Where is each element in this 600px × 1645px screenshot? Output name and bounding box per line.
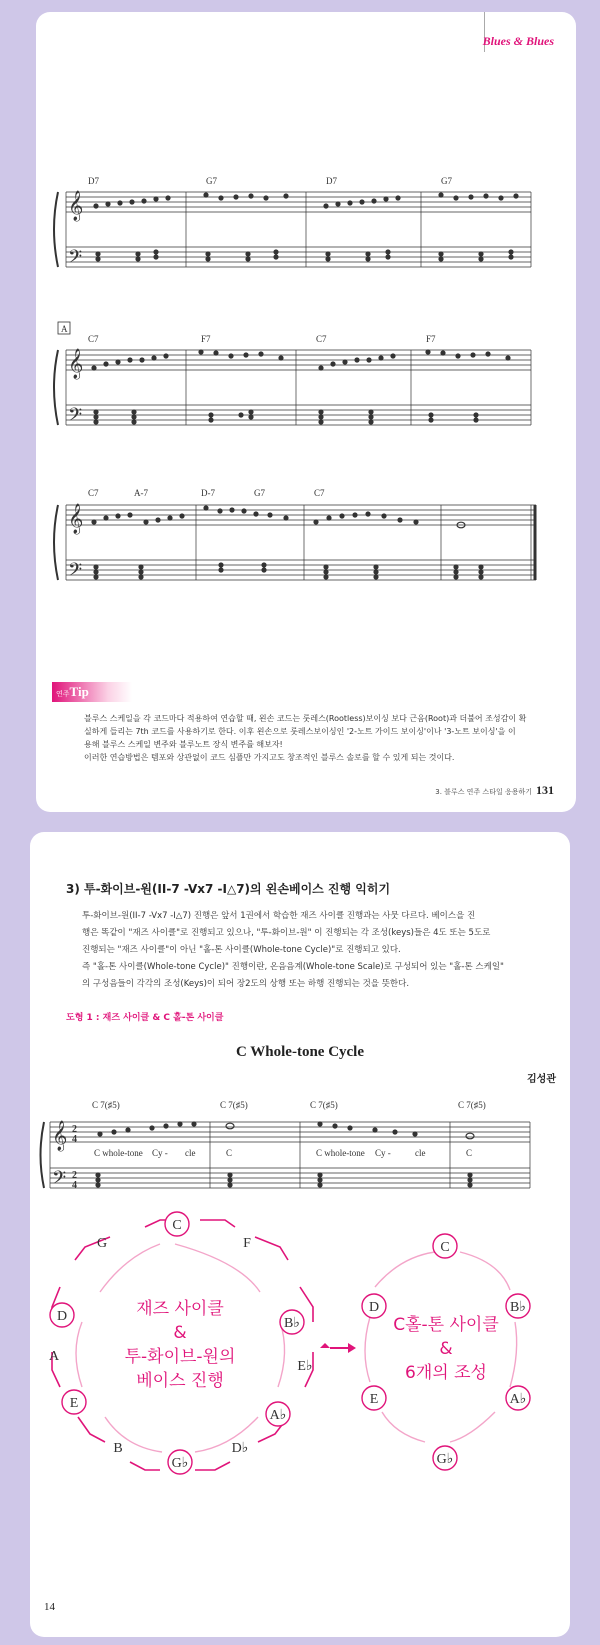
svg-text:2: 2 [72, 1124, 77, 1135]
cycle-note-f: F [243, 1236, 251, 1251]
body-line: 행은 똑같이 "재즈 사이클"로 진행되고 있으나, "투-화이브-원" 이 진행되는 각 조성(keys)들은 4도 또는 5도로 [82, 928, 491, 938]
page-131 [36, 12, 576, 812]
chord-symbol: C 7(♯5) [220, 1100, 248, 1110]
tip-line: 블루스 스케일을 각 코드마다 적용하여 연습할 때, 왼손 코드는 룻레스(Rootless)보이싱 보다 근음(Root)과 더불어 조성감이 확 [84, 714, 527, 723]
svg-text:𝄢: 𝄢 [68, 559, 83, 584]
left-cycle-caption: 투-화이브-원의 [124, 1347, 236, 1367]
chord-symbol: C7 [88, 488, 99, 498]
cycle-note-eb: E♭ [297, 1359, 313, 1374]
chord-symbol: C7 [88, 334, 99, 344]
lyric: C whole-tone [94, 1148, 143, 1158]
cycle-note-ab: A♭ [269, 1408, 287, 1423]
section-body [82, 908, 537, 993]
page-number: 14 [44, 1601, 55, 1613]
cycle-note-d: D [56, 1309, 68, 1324]
cycle-note-b: B [113, 1441, 123, 1456]
left-cycle-caption: 베이스 진행 [136, 1371, 224, 1391]
chord-symbol: D-7 [201, 488, 215, 498]
chord-symbol: G7 [441, 176, 452, 186]
chord-symbol: C7 [316, 334, 327, 344]
body-line: 투-화이브-원(II-7 -Vx7 -I△7) 진행은 앞서 1권에서 학습한 재즈 사이클 진행과는 사뭇 다르다. 베이스을 진 [82, 911, 476, 921]
wt-note-ab: A♭ [509, 1392, 527, 1407]
wt-note-e: E [369, 1392, 379, 1407]
page-14 [30, 832, 570, 1637]
cycle-note-bb: B♭ [284, 1316, 300, 1331]
chord-symbol: C 7(♯5) [458, 1100, 486, 1110]
svg-text:4: 4 [72, 1180, 77, 1191]
lyric: C [466, 1148, 473, 1158]
chord-symbol: F7 [426, 334, 436, 344]
cycle-note-gb: G♭ [171, 1456, 189, 1471]
tip-line: 용해 블루스 스케일 변주와 블루노트 장식 변주를 해보자! [84, 740, 283, 749]
body-line: 의 구성음들이 각각의 조성(Keys)이 되어 장2도의 상행 또는 하행 진행되는 것을 뜻한다. [82, 979, 410, 989]
cycle-diagram [30, 1202, 570, 1542]
tip-title-text: Tip [69, 684, 89, 699]
chord-symbol: C 7(♯5) [310, 1100, 338, 1110]
cycle-note-c: C [172, 1218, 182, 1233]
running-header: Blues & Blues [482, 34, 554, 48]
right-cycle-caption: & [439, 1339, 453, 1359]
left-cycle-caption: & [173, 1323, 187, 1343]
tip-title [56, 684, 89, 700]
svg-text:𝄞: 𝄞 [68, 191, 84, 220]
chord-symbol: G7 [206, 176, 217, 186]
lyric: C [226, 1148, 233, 1158]
svg-text:𝄢: 𝄢 [52, 1167, 67, 1192]
rehearsal-mark: A [61, 324, 68, 334]
page-number: 131 [536, 783, 554, 797]
wt-note-bb: B♭ [510, 1300, 526, 1315]
lyric: cle [415, 1148, 426, 1158]
wt-note-gb: G♭ [436, 1452, 454, 1467]
svg-text:𝄞: 𝄞 [52, 1121, 68, 1150]
score-system-2 [36, 320, 576, 450]
tip-line: 실하게 들리는 7th 코드를 사용하기로 한다. 이후 왼손으로 룻레스보이싱인 '2-노트 가이드 보이싱'이나 '3-노트 보이싱'을 이 [84, 727, 516, 736]
page-footer [435, 783, 554, 798]
tip-text [84, 712, 534, 764]
chord-symbol: F7 [201, 334, 211, 344]
lyric: cle [185, 1148, 196, 1158]
score-system-3 [36, 480, 576, 600]
svg-text:𝄞: 𝄞 [68, 349, 84, 378]
chord-symbol: C 7(♯5) [92, 1100, 120, 1110]
composer: 김성관 [527, 1074, 556, 1085]
footer-text: 3. 블루스 연주 스타일 응용하기 [435, 788, 532, 796]
score-system-1 [36, 172, 576, 292]
figure-label: 도형 1 : 재즈 사이클 & C 홀-톤 사이클 [66, 1013, 224, 1023]
chord-symbol: A-7 [134, 488, 148, 498]
cycle-note-a: A [48, 1349, 60, 1364]
wt-note-d: D [368, 1300, 380, 1315]
wt-note-c: C [440, 1240, 450, 1255]
chord-symbol: G7 [254, 488, 265, 498]
svg-text:𝄢: 𝄢 [68, 404, 83, 429]
whole-tone-staff [30, 1086, 570, 1206]
cycle-note-e: E [69, 1396, 79, 1411]
svg-text:𝄞: 𝄞 [68, 504, 84, 533]
figure-title: C Whole-tone Cycle [235, 1044, 365, 1060]
section-title: 3) 투-화이브-원(II-7 -Vx7 -I△7)의 왼손베이스 진행 익히기 [66, 882, 391, 896]
svg-text:2: 2 [72, 1170, 77, 1181]
chord-symbol: C7 [314, 488, 325, 498]
cycle-note-db: D♭ [231, 1441, 249, 1456]
tip-line: 이러한 연습방법은 템포와 상관없이 코드 심플만 가지고도 창조적인 블루스 솔로를 할 수 있게 되는 것이다. [84, 753, 455, 762]
tip-prefix: 연주 [56, 690, 70, 698]
svg-text:𝄢: 𝄢 [68, 246, 83, 271]
body-line: 진행되는 "재즈 사이클"이 아닌 "홀-톤 사이클(Whole-tone Cycle)"로 진행되고 있다. [82, 945, 401, 955]
cycle-note-g: G [96, 1236, 108, 1251]
right-cycle-caption: 6개의 조성 [405, 1363, 487, 1383]
svg-text:4: 4 [72, 1134, 77, 1145]
right-cycle-caption: C홀-톤 사이클 [393, 1315, 499, 1335]
body-line: 즉 "홀-톤 사이클(Whole-tone Cycle)" 진행이란, 온음음계(Whole-tone Scale)로 구성되어 있는 "홀-톤 스케일" [82, 962, 504, 972]
left-cycle-caption: 재즈 사이클 [136, 1299, 224, 1319]
lyric: Cy - [152, 1148, 168, 1158]
lyric: C whole-tone [316, 1148, 365, 1158]
lyric: Cy - [375, 1148, 391, 1158]
chord-symbol: D7 [88, 176, 99, 186]
chord-symbol: D7 [326, 176, 337, 186]
